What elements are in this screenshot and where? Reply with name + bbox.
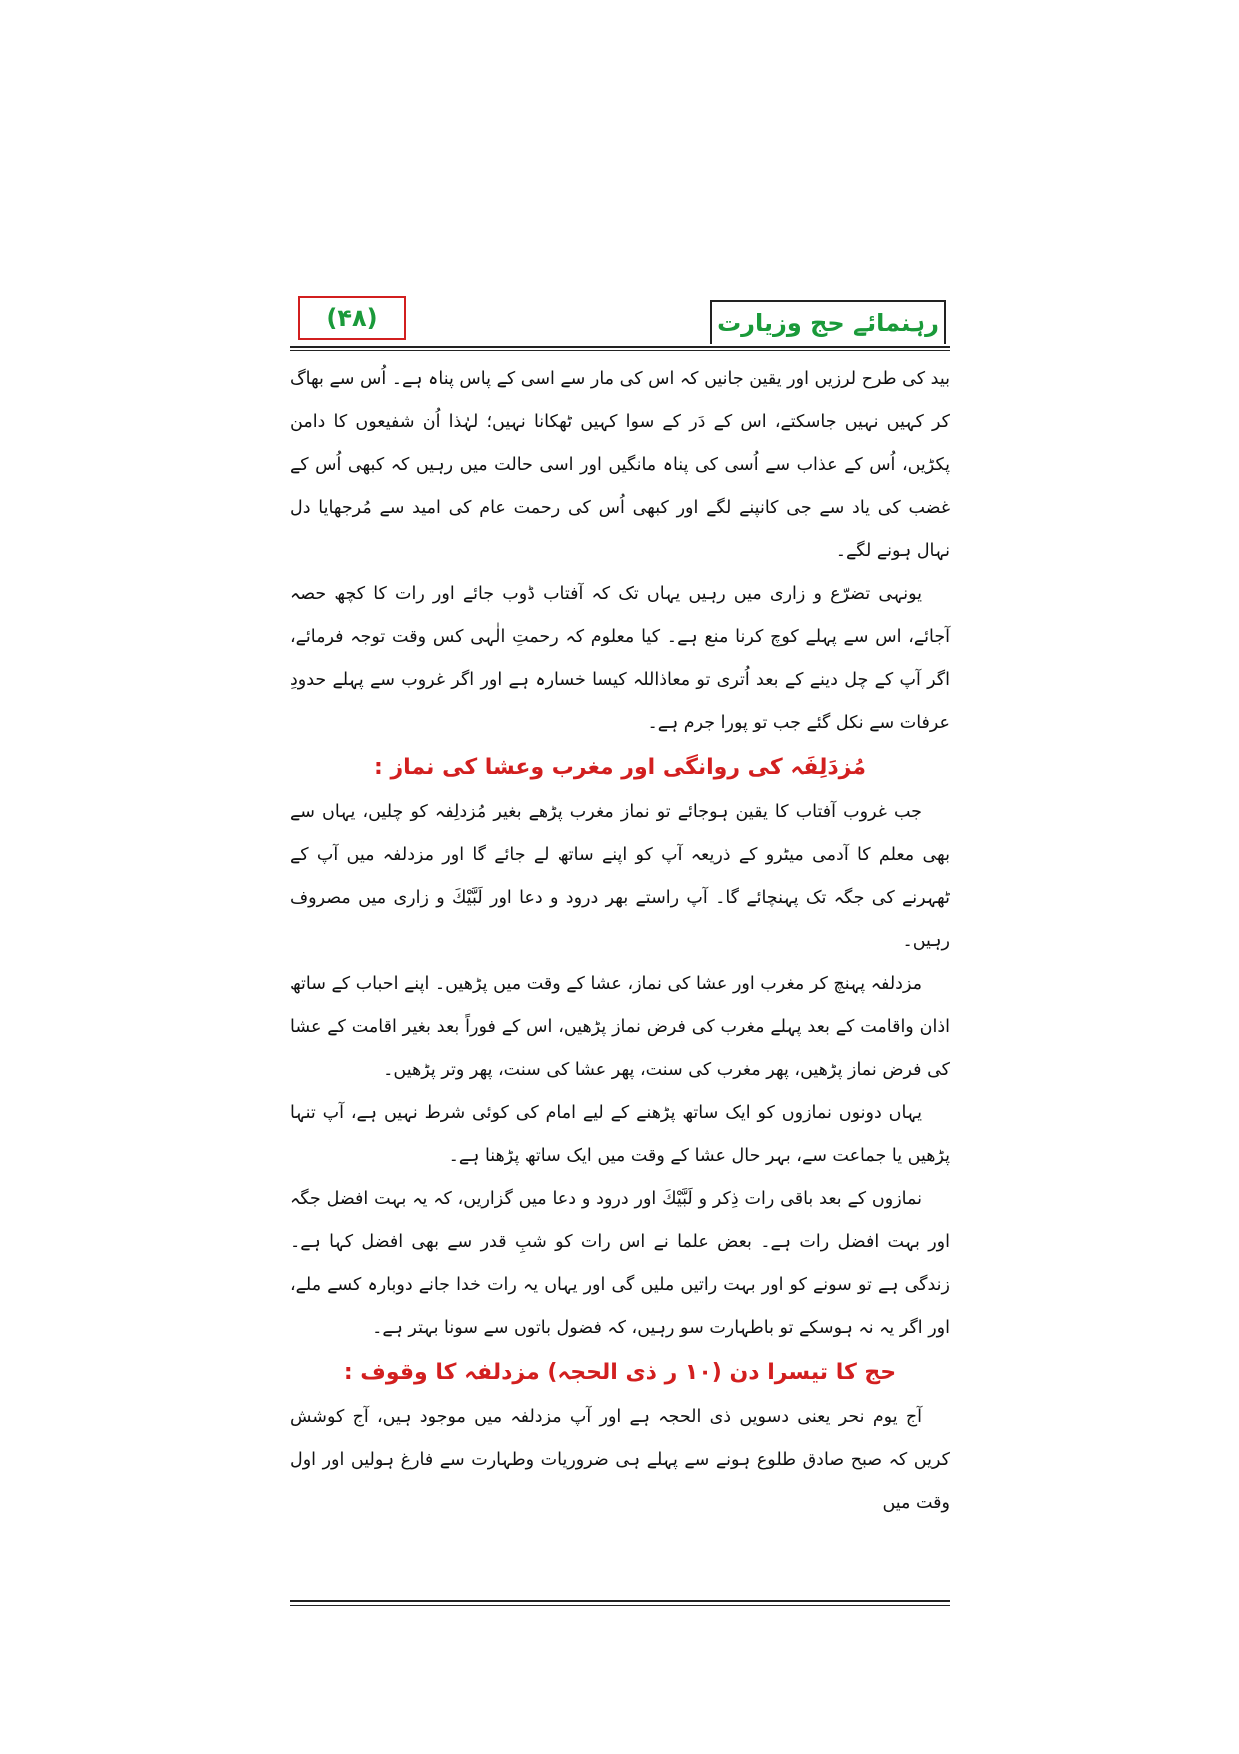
paragraph-1: بید کی طرح لرزیں اور یقین جانیں کہ اس کی مار سے اسی کے پاس پناہ ہے۔ اُس سے بھاگ کر کہیں نہیں جاسکتے، اس کے دَر کے سوا کہیں ٹھکانا نہیں؛ لہٰذا اُن شفیعوں کا دامن پکڑیں، اُس کے عذاب سے اُسی کی پناہ مانگیں اور اسی حالت میں رہیں کہ کبھی اُس کے غضب کی یاد سے جی کانپنے لگے اور کبھی اُس کی رحمت عام کی امید سے مُرجھایا دل نہال ہونے لگے۔ [290, 369, 950, 561]
section-heading-muzdalifa: مُزدَلِفَہ کی روانگی اور مغرب وعشا کی نماز : [374, 755, 866, 780]
footer-divider [290, 1600, 950, 1602]
paragraph-2: یونہی تضرّع و زاری میں رہیں یہاں تک کہ آفتاب ڈوب جائے اور رات کا کچھ حصہ آجائے، اس سے پہلے کوچ کرنا منع ہے۔ کیا معلوم کہ رحمتِ الٰہی کس وقت توجہ فرمائے، اگر آپ کے چل دینے کے بعد اُتری تو معاذاللہ کیسا خسارہ ہے اور اگر غروب سے پہلے حدودِ عرفات سے نکل گئے جب تو پورا جرم ہے۔ [290, 584, 950, 733]
page-body [290, 358, 950, 1525]
page-header [290, 296, 950, 354]
page-frame [290, 288, 950, 1618]
page-number: (۴۸) [298, 296, 406, 340]
paragraph-7: آج یوم نحر یعنی دسویں ذی الحجہ ہے اور آپ مزدلفہ میں موجود ہیں، آج کوشش کریں کہ صبح صادق طلوع ہونے سے پہلے ہی ضروریات وطہارت سے فارغ ہولیں اور اول وقت میں [290, 1407, 950, 1513]
section-heading-third-day: حج کا تیسرا دن (۱۰ ر ذی الحجہ) مزدلفہ کا وقوف : [343, 1360, 897, 1385]
header-divider-thin [290, 350, 950, 351]
footer-divider-thin [290, 1605, 950, 1606]
paragraph-6: نمازوں کے بعد باقی رات ذِکر و لَبَّیْكَ اور درود و دعا میں گزاریں، کہ یہ بہت افضل جگہ اور بہت افضل رات ہے۔ بعض علما نے اس رات کو شبِ قدر سے بھی افضل کہا ہے۔ زندگی ہے تو سونے کو اور بہت راتیں ملیں گی اور یہاں یہ رات خدا جانے دوبارہ کسے ملے، اور اگر یہ نہ ہوسکے تو باطہارت سو رہیں، کہ فضول باتوں سے سونا بہتر ہے۔ [290, 1189, 950, 1338]
paragraph-5: یہاں دونوں نمازوں کو ایک ساتھ پڑھنے کے لیے امام کی کوئی شرط نہیں ہے، آپ تنہا پڑھیں یا جماعت سے، بہر حال عشا کے وقت میں ایک ساتھ پڑھنا ہے۔ [290, 1103, 950, 1166]
header-divider [290, 346, 950, 348]
paragraph-3: جب غروب آفتاب کا یقین ہوجائے تو نماز مغرب پڑھے بغیر مُزدلِفہ کو چلیں، یہاں سے بھی معلم کا آدمی میٹرو کے ذریعہ آپ کو اپنے ساتھ لے جائے گا اور مزدلفہ میں آپ کے ٹھہرنے کی جگہ تک پہنچائے گا۔ آپ راستے بھر درود و دعا اور لَبَّیْكَ و زاری میں مصروف رہیں۔ [290, 802, 950, 951]
book-title: رہنمائے حج وزیارت [710, 300, 946, 344]
paragraph-4: مزدلفہ پہنچ کر مغرب اور عشا کی نماز، عشا کے وقت میں پڑھیں۔ اپنے احباب کے ساتھ اذان واقامت کے بعد پہلے مغرب کی فرض نماز پڑھیں، اس کے فوراً بعد بغیر اقامت کے عشا کی فرض نماز پڑھیں، پھر مغرب کی سنت، پھر عشا کی سنت، پھر وتر پڑھیں۔ [290, 974, 950, 1080]
